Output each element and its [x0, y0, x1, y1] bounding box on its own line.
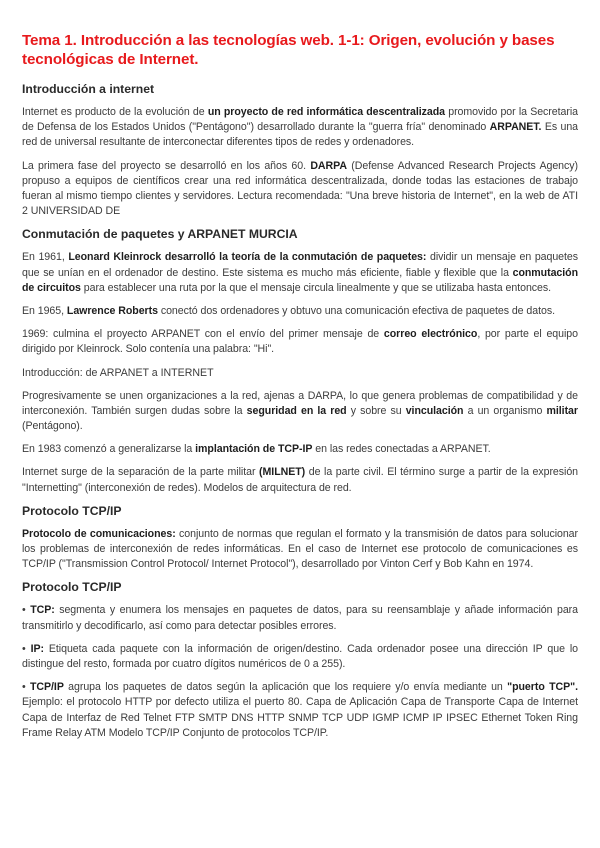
paragraph: Protocolo de comunicaciones: conjunto de normas que regulan el formato y la transmisión de datos para solucionar los problemas de interconexión de redes informáticas. En el caso de Internet ese protocolo de comunicaciones es TCP/IP ("Transmission Control Protocol/ Internet Protocol"), desarrollado por Vinton Cerf y Bob Kahn en 1974. [22, 527, 578, 571]
bullet-ip: • IP: Etiqueta cada paquete con la información de origen/destino. Cada ordenador posee una dirección IP que lo distingue del resto, formada por cuatro dígitos numéricos de 0 a 255). [22, 642, 578, 671]
paragraph: 1969: culmina el proyecto ARPANET con el envío del primer mensaje de correo electrónico, por parte el equipo dirigido por Kleinrock. Solo contenía una palabra: "Hi". [22, 328, 578, 356]
section-heading-protocolo-tcp-ip: Protocolo TCP/IP [22, 503, 122, 518]
document-title: Tema 1. Introducción a las tecnologías web. 1-1: Origen, evolución y bases tecnológicas de Internet. [22, 32, 555, 68]
subheading-arpanet-internet: Introducción: de ARPANET a INTERNET [22, 366, 214, 379]
section-heading-introduccion: Introducción a internet [22, 82, 155, 96]
paragraph: Internet es producto de la evolución de un proyecto de red informática descentralizada promovido por la Secretaria de Defensa de los Estados Unidos ("Pentágono") desarrollado durante la "guerra fría" denominado ARPANET. Es una red de universal resultante de interconectar diferentes tipos de redes y ordenadores. [22, 106, 578, 149]
paragraph: La primera fase del proyecto se desarrolló en los años 60. DARPA (Defense Advanced Research Projects Agency) propuso a equipos de científicos crear una red informática descentralizada, donde todas las estaciones de trabajo fueran al mismo tiempo clientes y servidores. Lectura recomendada: "Una breve historia de Internet", en la web de ATI 2 UNIVERSIDAD DE [22, 159, 578, 218]
paragraph: Progresivamente se unen organizaciones a la red, ajenas a DARPA, lo que genera problemas de compatibilidad y de interconexión. También surgen dudas sobre la seguridad en la red y sobre su vinculación a un organismo militar (Pentágono). [22, 389, 578, 433]
paragraph: En 1965, Lawrence Roberts conectó dos ordenadores y obtuvo una comunicación efectiva de paquetes de datos. [22, 305, 555, 318]
paragraph: En 1961, Leonard Kleinrock desarrolló la teoría de la conmutación de paquetes: dividir un mensaje en paquetes que se unían en el ordenador de destino. Este sistema es mucho más eficiente, fiable y flexible que la conmutación de circuitos para establecer una ruta por la que el mensaje circula linealmente y que se utilizaba hasta entonces. [22, 251, 579, 294]
paragraph: En 1983 comenzó a generalizarse la implantación de TCP-IP en las redes conectadas a ARPANET. [22, 443, 491, 456]
section-heading-protocolo-tcp-ip-2: Protocolo TCP/IP [22, 580, 122, 595]
bullet-tcp: • TCP: segmenta y enumera los mensajes en paquetes de datos, para su reensamblaje y añade información para transmitirlo y decodificarlo, así como para detectar posibles errores. [22, 604, 578, 632]
section-heading-conmutacion: Conmutación de paquetes y ARPANET MURCIA [22, 227, 298, 242]
paragraph: Internet surge de la separación de la parte militar (MILNET) de la parte civil. El término surge a partir de la expresión "Internetting" (interconexión de redes). Modelos de arquitectura de red. [22, 466, 579, 494]
bullet-tcp-ip: • TCP/IP agrupa los paquetes de datos según la aplicación que los requiere y/o envía mediante un "puerto TCP". Ejemplo: el protocolo HTTP por defecto utiliza el puerto 80. Capa de Aplicación Capa de Transporte Capa de Internet Capa de Interfaz de Red Telnet FTP SMTP DNS HTTP SNMP TCP UDP IGMP ICMP IP IPSEC Ethernet Token Ring Frame Relay ATM Modelo TCP/IP Conjunto de protocolos TCP/IP. [22, 681, 578, 739]
